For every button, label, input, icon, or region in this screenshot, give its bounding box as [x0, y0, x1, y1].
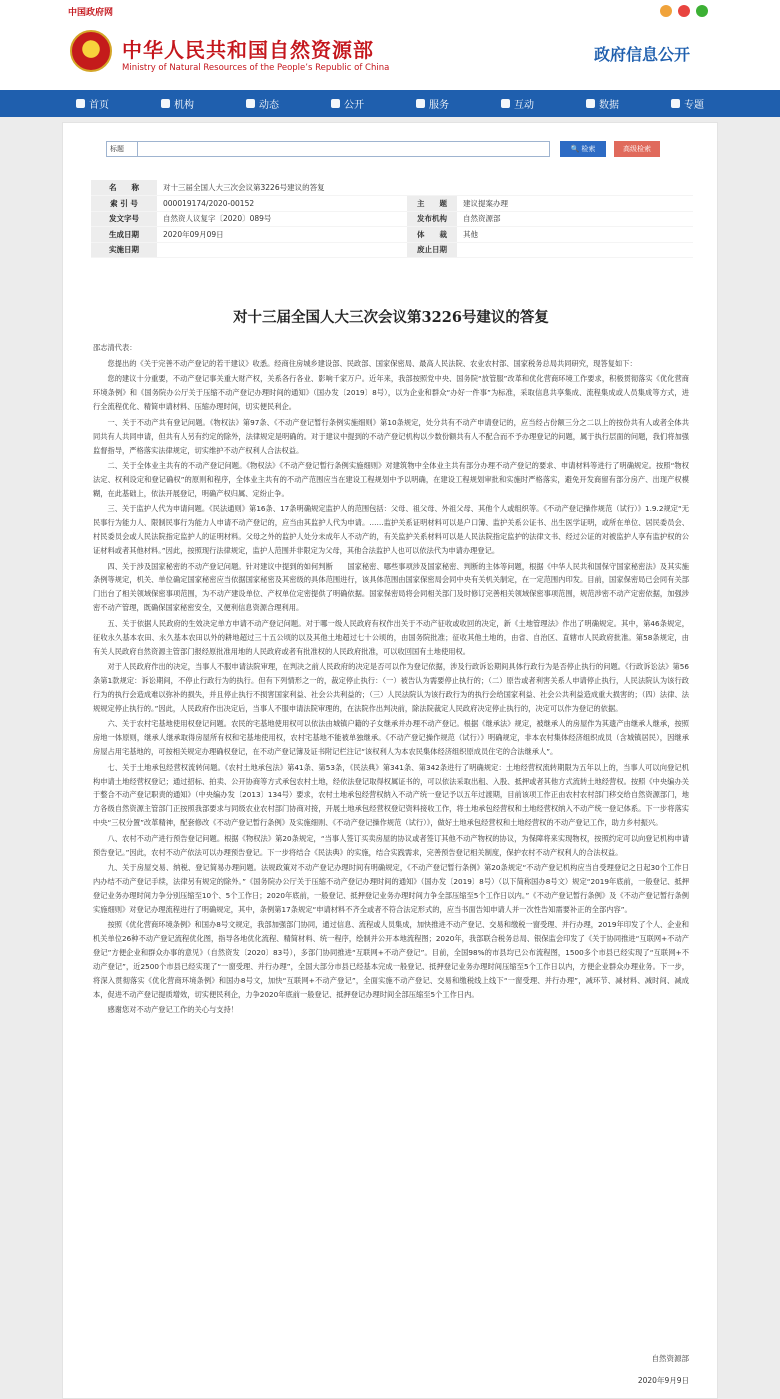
- section-title: 政府信息公开: [593, 45, 690, 64]
- meta-docno-value: 自然资人议复字〔2020〕089号: [157, 211, 407, 227]
- national-emblem-icon: [70, 30, 112, 72]
- meta-name-value: 对十三届全国人大三次会议第3226号建议的答复: [157, 180, 693, 196]
- nav-service[interactable]: 服务: [390, 96, 475, 111]
- document-body: [93, 341, 689, 1019]
- paragraph: 您提出的《关于完善不动产登记的若干建议》收悉。经商住房城乡建设部、民政部、国家保密局、最高人民法院、农业农村部、国家税务总局共同研究，现答复如下：: [107, 358, 637, 368]
- document-title: 对十三届全国人大三次会议第3226号建议的答复: [233, 309, 549, 326]
- meta-label: 废止日期: [407, 242, 457, 258]
- nav-org[interactable]: 机构: [135, 96, 220, 111]
- paragraph: 四、关于涉及国家秘密的不动产登记问题。针对建议中提到的如何判断 国家秘密、哪些事项涉及国家秘密、判断的主体等问题，根据《中华人民共和国保守国家秘密法》及其实施条例等规定，机关、单位确定国家秘密应当依据国家秘密及其密级的具体范围进行，该具体范围由国家保密局会同中央有关机关制定，在一定范围内印发。目前，国家保密局已会同有关部门出台了相关领域保密事项范围，为不动产建设单位、产权单位定密提供了明确依据。国家保密局将会同相关部门及时修订完善相关领域保密事项范围，规范涉密不动产定密依据，加强涉密不动产管理，既确保国家秘密安全，又便利信息资源合理利用。: [93, 561, 689, 613]
- search-button[interactable]: 🔍 检索: [560, 141, 606, 157]
- home-icon: [76, 99, 85, 108]
- content-panel: [62, 122, 718, 1399]
- search-bar: [106, 141, 660, 157]
- nav-interact[interactable]: 互动: [475, 96, 560, 111]
- meta-issuer-value: 自然资源部: [457, 211, 693, 227]
- paragraph: 感谢您对不动产登记工作的关心与支持！: [107, 1005, 239, 1015]
- weibo-icon[interactable]: [678, 5, 690, 17]
- sign-org: 自然资源部: [651, 1354, 689, 1363]
- site-title-en: Ministry of Natural Resources of the People’s Republic of China: [122, 63, 390, 73]
- topic-icon: [671, 99, 680, 108]
- paragraph: 一、关于不动产共有登记问题。《物权法》第97条、《不动产登记暂行条例实施细则》第10条规定，处分共有不动产申请登记的，应当经占份额三分之二以上的按份共有人或者全体共同共有人共同申请，但共有人另有约定的除外，法律规定是明确的。对于建议中提到的不动产登记机构以少数份额共有人不配合而不予办理登记的问题，属于执行层面的问题，我们将加强监督指导，严格落实法律规定，切实维护不动产权利人合法权益。: [93, 417, 689, 455]
- top-bar: [0, 0, 780, 22]
- chat-icon: [501, 99, 510, 108]
- nav-data[interactable]: 数据: [560, 96, 645, 111]
- nav-topic[interactable]: 专题: [645, 96, 730, 111]
- news-icon: [246, 99, 255, 108]
- search-icon: 🔍: [570, 146, 580, 153]
- meta-table: [91, 180, 693, 258]
- service-icon: [416, 99, 425, 108]
- paragraph: 七、关于土地承包经营权流转问题。《农村土地承包法》第41条、第53条，《民法典》第341条、第342条进行了明确规定：土地经营权流转期限为五年以上的，当事人可以向登记机构申请土地经营权登记；通过招标、拍卖、公开协商等方式承包农村土地，经依法登记取得权属证书的，可以依法采取出租、入股、抵押或者其他方式流转土地经营权。按照《中央编办关于整合不动产登记职责的通知》（中央编办发〔2013〕134号）要求，农村土地承包经营权纳入不动产统一登记予以五年过渡期，目前该项工作正由农村农村部门移交给自然资源部门，地方各级自然资源主管部门正按照我部要求与同级农业农村部门协商对接，开展土地承包经营权登记资料接收工作，将土地承包经营权和土地经营权纳入不动产统一登记体系。下一步将落实中央“三权分置”改革精神，配套修改《不动产登记暂行条例》及实施细则、《不动产登记操作规范（试行）》，做好土地承包经营权和土地经营权的不动产登记工作，助力乡村振兴。: [93, 762, 689, 828]
- wechat-icon[interactable]: [696, 5, 708, 17]
- meta-genre-value: 其他: [457, 227, 693, 243]
- greeting: 邵志清代表：: [93, 343, 137, 352]
- paragraph: 九、关于房屋交易、纳税、登记简易办理问题。法规政策对不动产登记办理时间有明确规定，《不动产登记暂行条例》第20条规定“不动产登记机构应当自受理登记之日起30个工作日内办结不动产登记手续，法律另有规定的除外。”《国务院办公厅关于压缩不动产登记办理时间的通知》（国办发〔2019〕8号）（以下简称国办8号文）规定“2019年底前，一般登记、抵押登记业务办理时间力争分别压缩至10个、5个工作日；2020年底前，一般登记、抵押登记业务办理时间力争全部压缩至5个工作日以内。”《不动产登记暂行条例》及《不动产登记暂行条例实施细则》对登记办理流程进行了明确规定，其中，条例第17条规定“申请材料不齐全或者不符合法定形式的，应当书面告知申请人并一次性告知需要补正的全部内容”。: [93, 863, 689, 914]
- nav-home[interactable]: 首页: [50, 96, 135, 111]
- paragraph: 二、关于全体业主共有的不动产登记问题。《物权法》《不动产登记暂行条例实施细则》对建筑物中全体业主共有部分办理不动产登记的要求、申请材料等进行了明确规定。按照“物权法定、权利设定和登记确权”的原则和程序，全体业主共有的不动产范围应当在建设工程规划中予以明确，在建设工程规划审批和实施时严格落实，避免开发商留有部分房产、出现产权模糊，在此基础上，依法开展登记，明确产权归属、定纷止争。: [93, 461, 689, 498]
- social-links: [660, 5, 708, 17]
- meta-row: [91, 242, 693, 258]
- meta-label: 生成日期: [91, 227, 157, 243]
- meta-label: 索 引 号: [91, 196, 157, 212]
- search-field-select[interactable]: 标题: [106, 141, 138, 157]
- meta-label: 主 题: [407, 196, 457, 212]
- paragraph: 八、农村不动产进行预告登记问题。根据《物权法》第20条规定，“当事人签订买卖房屋的协议或者签订其他不动产物权的协议，为保障将来实现物权，按照约定可以向登记机构申请预告登记。”因此，农村不动产依法可以办理预告登记。下一步将结合《民法典》的实施，结合实践需求，完善预告登记相关制度，保护农村不动产权利人的合法权益。: [93, 833, 689, 857]
- main-nav: [0, 90, 780, 117]
- paragraph: 五、关于依据人民政府的生效决定单方申请不动产登记问题。对于哪一级人民政府有权作出关于不动产征收或收回的决定，新《土地管理法》作出了明确规定。其中，第46条规定，征收永久基本农田、永久基本农田以外的耕地超过三十五公顷的以及其他土地超过七十公顷的，由国务院批准；征收其他土地的，由省、自治区、直辖市人民政府批准。第58条规定，由有关人民政府自然资源主管部门报经原批准用地的人民政府或者有批准权的人民政府批准，可以收回国有土地使用权。: [93, 618, 689, 656]
- meta-index-value: 000019174/2020-00152: [157, 196, 407, 212]
- open-icon: [331, 99, 340, 108]
- meta-subject-value: 建议提案办理: [457, 196, 693, 212]
- meta-impl-value: [157, 242, 407, 258]
- meta-date-value: 2020年09月09日: [157, 227, 407, 243]
- gov-portal-link[interactable]: 中国政府网: [68, 7, 114, 18]
- meta-row: [91, 211, 693, 227]
- site-title: 中华人民共和国自然资源部: [122, 38, 374, 62]
- meta-expire-value: [457, 242, 693, 258]
- meta-label: 发布机构: [407, 211, 457, 227]
- site-header: [0, 22, 780, 90]
- nav-news[interactable]: 动态: [220, 96, 305, 111]
- share-icon[interactable]: [660, 5, 672, 17]
- sign-date: 2020年9月9日: [637, 1376, 689, 1385]
- paragraph: 六、关于农村宅基地使用权登记问题。农民的宅基地使用权可以依法由城镇户籍的子女继承并办理不动产登记。根据《继承法》规定，被继承人的房屋作为其遗产由继承人继承，按照房地一体原则，继承人继承取得房屋所有权和宅基地使用权，农村宅基地不能被单独继承。《不动产登记操作规范（试行）》明确规定，非本农村集体经济组织成员（含城镇居民），因继承房屋占用宅基地的，可按相关规定办理确权登记，在不动产登记簿及证书附记栏注记“该权利人为本农民集体经济组织原成员住宅的合法继承人”。: [93, 719, 689, 757]
- search-input[interactable]: [138, 141, 550, 157]
- meta-label: 名 称: [91, 180, 157, 196]
- paragraph: 按照《优化营商环境条例》和国办8号文规定，我部加强部门协同，通过信息、流程或人员集成，加快推进不动产登记、交易和缴税一窗受理、并行办理，2019年印发了个人、企业和机关单位26种不动产登记流程优化图，指导各地优化流程、精简材料、统一程序，绘制并公开本地流程图；2020年，我部联合税务总局、银保监会印发了《关于协同推进“互联网+不动产登记”方便企业和群众办事的意见》（自然资发〔2020〕83号），多部门协同推进“互联网+不动产登记”。目前，全国98%的市县均已公布流程图，1500多个市县已经实现了“互联网+不动产登记”，近2500个市县已经实现了“一窗受理、并行办理”，全国大部分市县已经基本完成一般登记、抵押登记业务办理时间压缩至5个工作日以内，方便企业群众办理业务。下一步，将深入贯彻落实《优化营商环境条例》和国办8号文，加快“互联网+不动产登记”，全面实施不动产登记、交易和缴税线上线下“一窗受理、并行办理”，减环节、减材料、减时间、减成本，促进不动产登记提质增效，切实便民利企，力争2020年底前一般登记、抵押登记办理时间全部压缩至5个工作日内。: [93, 920, 689, 999]
- meta-row: [91, 227, 693, 243]
- meta-row: [91, 180, 693, 196]
- meta-label: 体 裁: [407, 227, 457, 243]
- nav-open[interactable]: 公开: [305, 96, 390, 111]
- meta-row: [91, 196, 693, 212]
- paragraph: 三、关于监护人代为申请问题。《民法通则》第16条、17条明确规定监护人的范围包括：父母、祖父母、外祖父母、其他个人或组织等。《不动产登记操作规范（试行）》1.9.2规定“无民事行为能力人、限制民事行为能力人申请不动产登记的，应当由其监护人代为申请。……监护关系证明材料可以是户口簿、监护关系公证书、出生医学证明，或所在单位、居民委员会、村民委员会或人民法院指定监护人的证明材料。父母之外的监护人处分未成年人不动产的，有关监护关系材料可以是人民法院指定监护的法律文书、经过公证的对被监护人享有监护权的公证材料或者其他材料。”因此，按照现行法律规定，监护人范围并非限定为父母，其他合法监护人也可以依法代为申请办理登记。: [93, 504, 689, 556]
- org-icon: [161, 99, 170, 108]
- advanced-search-button[interactable]: 高级检索: [614, 141, 660, 157]
- meta-label: 发文字号: [91, 211, 157, 227]
- paragraph: 您的建议十分重要，不动产登记事关重大财产权，关系各行各业、影响千家万户。近年来，我部按照党中央、国务院“放管服”改革和优化营商环境工作要求，积极贯彻落实《优化营商环境条例》和《国务院办公厅关于压缩不动产登记办理时间的通知》（国办发〔2019〕8号），以为企业和群众“办好一件事”为标准，采取信息共享集成、流程集成或人员集成等方式，进行全流程优化、精简申请材料、压缩办理时间，切实便民利企。: [93, 374, 689, 412]
- data-icon: [586, 99, 595, 108]
- paragraph: 对于人民政府作出的决定，当事人不服申请法院审理，在判决之前人民政府的决定是否可以作为登记依据，涉及行政诉讼期间具体行政行为是否停止执行的问题。《行政诉讼法》第56条第1款规定：诉讼期间，不停止行政行为的执行。但有下列情形之一的，裁定停止执行：（一）被告认为需要停止执行的；（二）原告或者利害关系人申请停止执行，人民法院认为该行政行为的执行会造成难以弥补的损失，并且停止执行不损害国家利益、社会公共利益的；（三）人民法院认为该行政行为的执行会给国家利益、社会公共利益造成重大损害的；（四）法律、法规规定停止执行的。”因此，人民政府作出决定后，当事人不服申请法院审理的，在法院作出判决前，除法院裁定人民政府决定停止执行的，决定可以作为登记的依据。: [93, 662, 689, 713]
- meta-label: 实施日期: [91, 242, 157, 258]
